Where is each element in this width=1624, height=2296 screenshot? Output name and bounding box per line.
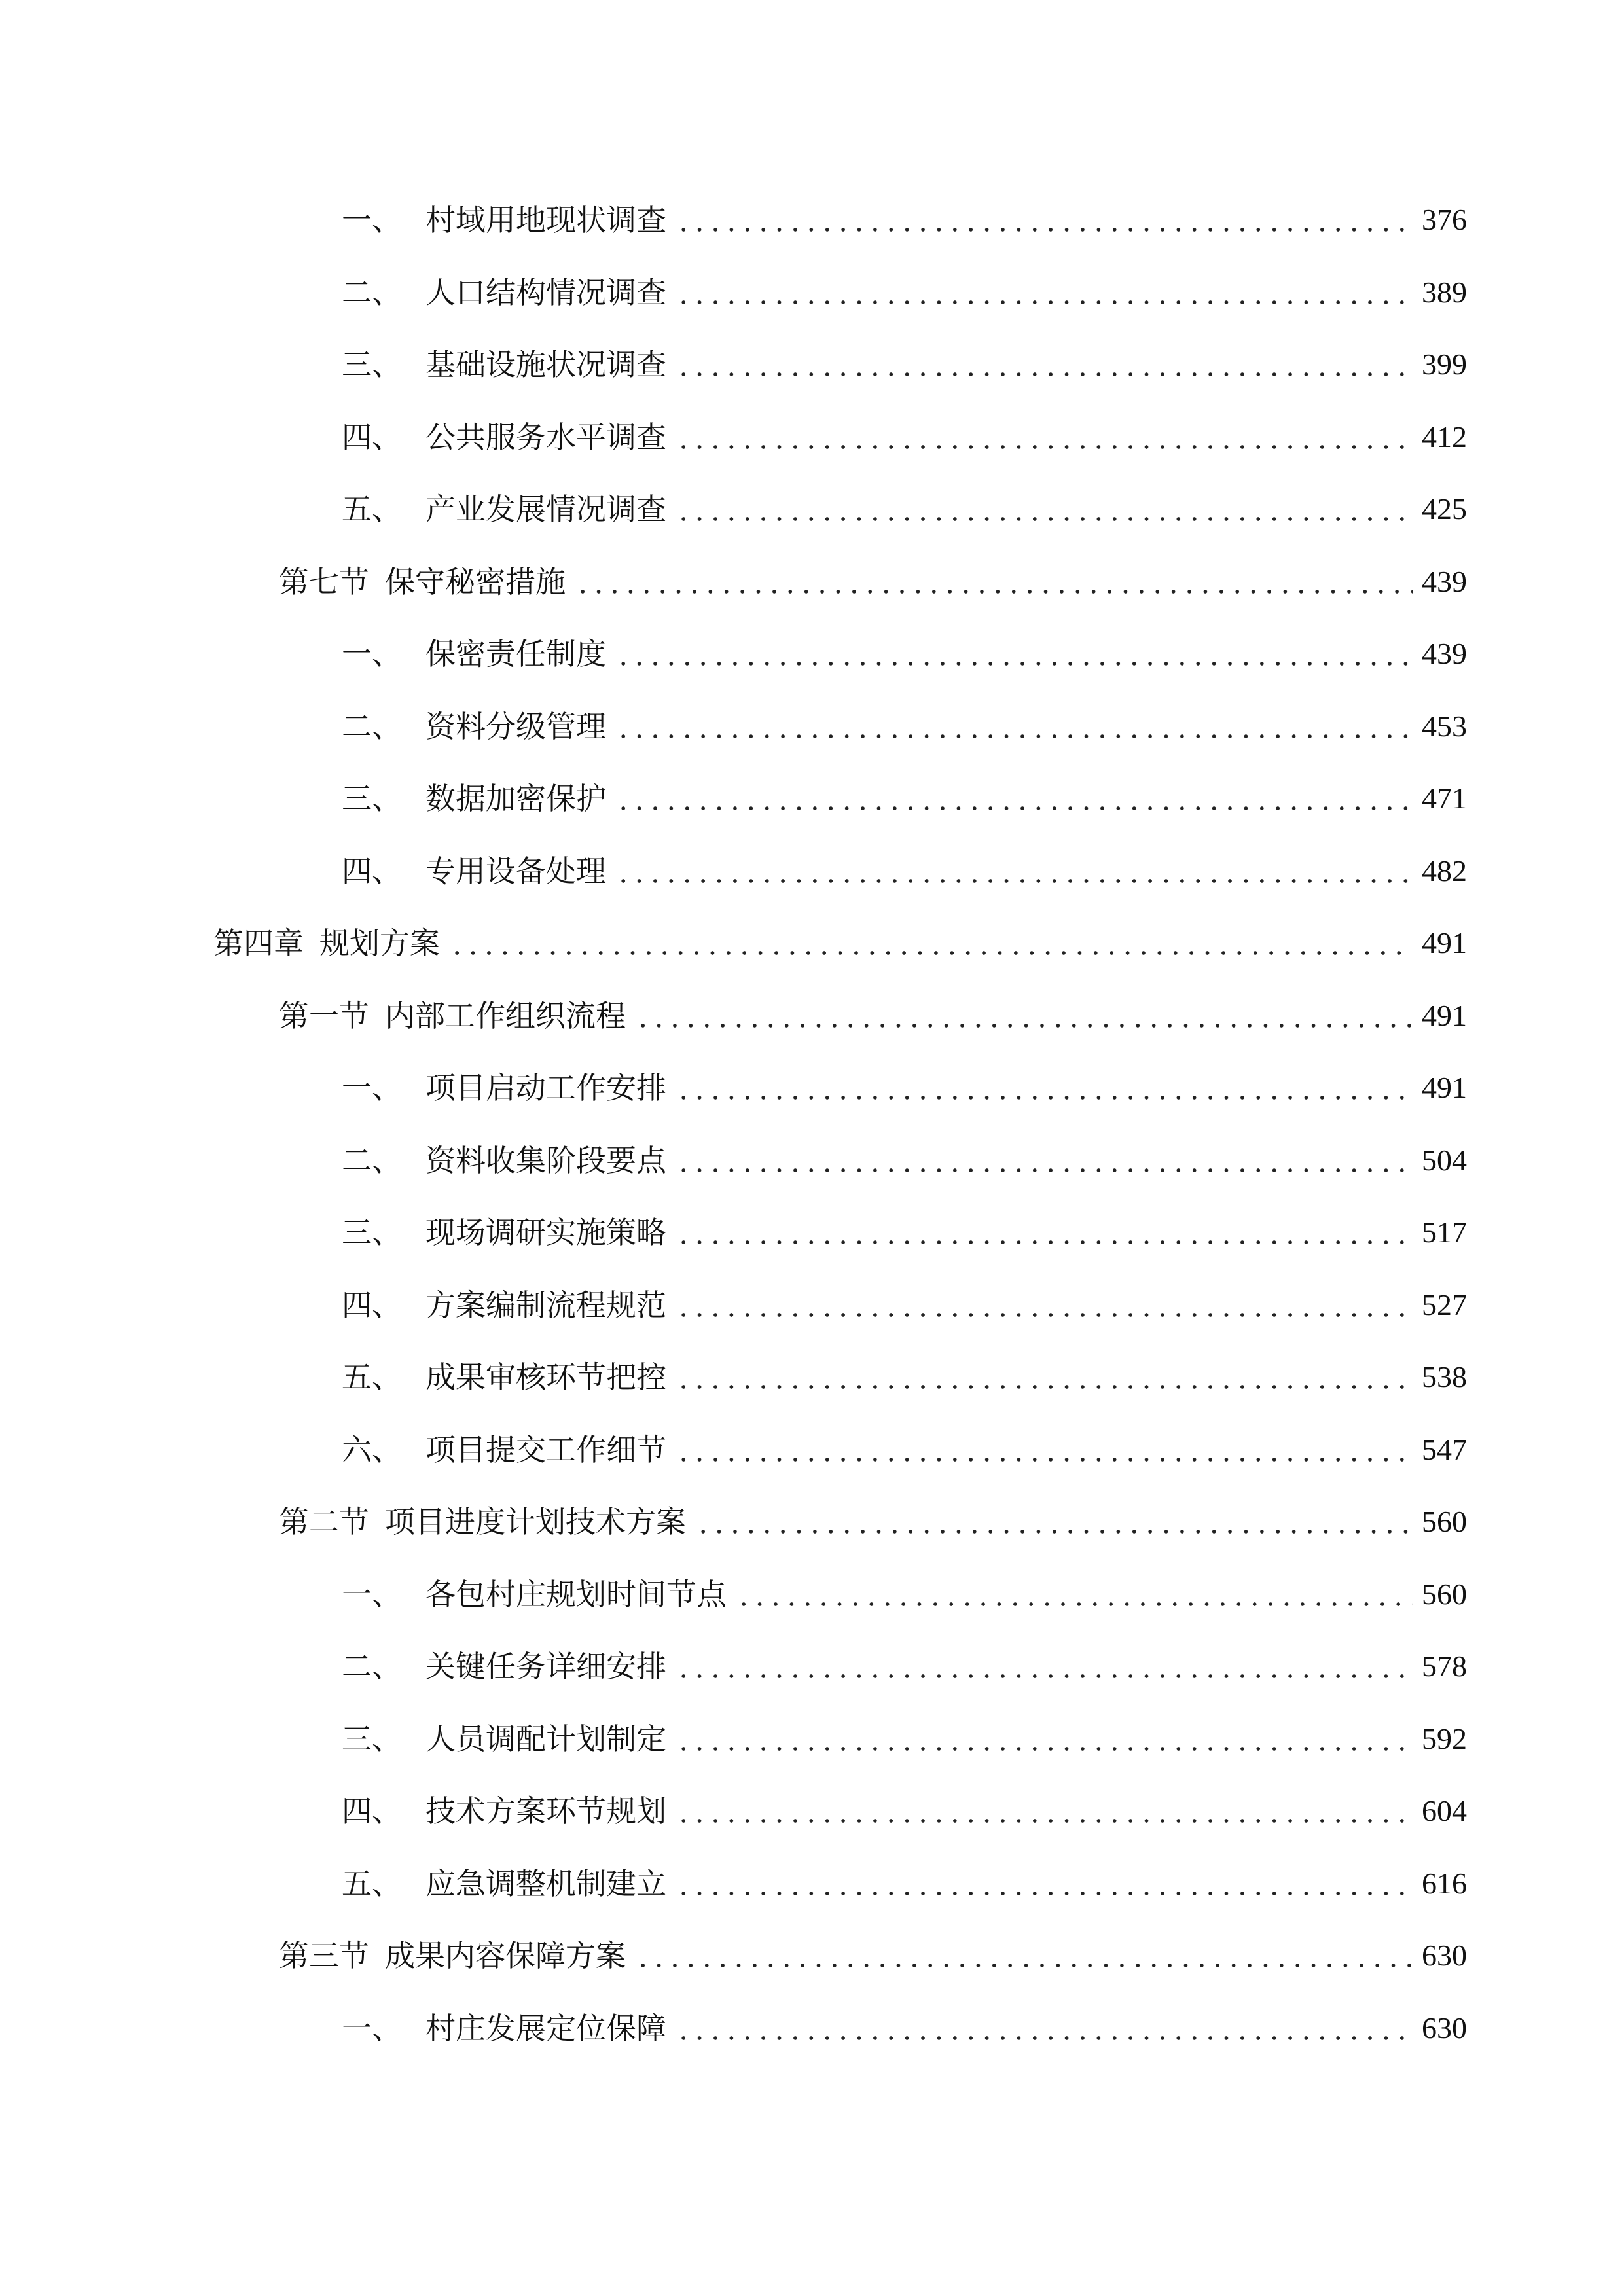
toc-entry-number: 四、 [342, 853, 402, 889]
toc-entry-number: 第四章 [213, 925, 304, 961]
toc-dot-leader [676, 338, 1413, 391]
toc-entry-page-number: 578 [1422, 1649, 1467, 1683]
toc-entry-title: 资料分级管理 [425, 708, 606, 744]
toc-entry[interactable] [279, 990, 1467, 1042]
toc-entry-page-number: 439 [1422, 564, 1467, 598]
toc-dot-leader [449, 917, 1413, 969]
toc-entry[interactable] [342, 772, 1467, 825]
toc-entry[interactable] [342, 483, 1467, 535]
toc-entry-title: 专用设备处理 [425, 853, 606, 889]
toc-entry-page-number: 471 [1422, 781, 1467, 815]
toc-entry[interactable] [342, 1062, 1467, 1114]
toc-entry-number: 一、 [342, 1070, 402, 1105]
toc-entry[interactable] [342, 1424, 1467, 1476]
toc-entry-page-number: 630 [1422, 2011, 1467, 2045]
toc-entry[interactable] [342, 1279, 1467, 1331]
toc-entry-number: 第三节 [279, 1938, 369, 1973]
toc-entry[interactable] [279, 1496, 1467, 1548]
toc-entry-page-number: 425 [1422, 492, 1467, 526]
toc-dot-leader [676, 1062, 1413, 1114]
toc-entry-page-number: 491 [1422, 1071, 1467, 1104]
toc-entry-number: 一、 [342, 202, 402, 238]
toc-entry-title: 数据加密保护 [425, 781, 606, 816]
toc-dot-leader [676, 1351, 1413, 1403]
toc-entry-title: 项目提交工作细节 [425, 1431, 666, 1467]
toc-dot-leader [676, 483, 1413, 535]
toc-entry-title: 关键任务详细安排 [425, 1649, 666, 1684]
toc-entry[interactable] [342, 1568, 1467, 1621]
toc-entry-title: 项目启动工作安排 [425, 1070, 666, 1105]
toc-entry-title: 现场调研实施策略 [425, 1215, 666, 1250]
toc-entry-number: 四、 [342, 1793, 402, 1829]
toc-entry-number: 五、 [342, 1865, 402, 1901]
toc-entry-page-number: 604 [1422, 1794, 1467, 1827]
toc-entry-number: 第二节 [279, 1504, 369, 1539]
toc-entry-number: 一、 [342, 636, 402, 672]
toc-entry[interactable] [342, 1351, 1467, 1403]
toc-entry-number: 二、 [342, 274, 402, 310]
toc-entry-title: 成果内容保障方案 [385, 1938, 626, 1973]
toc-dot-leader [676, 194, 1413, 246]
toc-entry-number: 二、 [342, 708, 402, 744]
toc-entry[interactable] [342, 194, 1467, 246]
toc-entry-number: 四、 [342, 1287, 402, 1323]
toc-entry[interactable] [342, 1206, 1467, 1259]
toc-entry-number: 四、 [342, 419, 402, 455]
toc-dot-leader [676, 1785, 1413, 1837]
toc-entry[interactable] [342, 338, 1467, 391]
toc-dot-leader [676, 2002, 1413, 2054]
toc-entry-page-number: 630 [1422, 1939, 1467, 1972]
toc-dot-leader [635, 1929, 1413, 1982]
toc-entry-page-number: 389 [1422, 275, 1467, 309]
toc-entry-number: 三、 [342, 1721, 402, 1757]
toc-entry-title: 保密责任制度 [425, 636, 606, 672]
toc-entry-page-number: 453 [1422, 709, 1467, 743]
toc-dot-leader [676, 411, 1413, 463]
toc-dot-leader [676, 1206, 1413, 1259]
toc-entry[interactable] [342, 1640, 1467, 1693]
toc-entry-number: 三、 [342, 781, 402, 816]
toc-dot-leader [676, 1424, 1413, 1476]
toc-entry-page-number: 491 [1422, 926, 1467, 960]
toc-entry-page-number: 399 [1422, 348, 1467, 381]
toc-entry-title: 各包村庄规划时间节点 [425, 1576, 727, 1612]
toc-entry-title: 技术方案环节规划 [425, 1793, 666, 1829]
toc-entry[interactable] [213, 917, 1467, 969]
toc-dot-leader [676, 1713, 1413, 1765]
toc-entry-title: 项目进度计划技术方案 [385, 1504, 686, 1539]
toc-entry[interactable] [342, 266, 1467, 319]
toc-entry-page-number: 538 [1422, 1360, 1467, 1393]
toc-entry-title: 规划方案 [319, 925, 440, 961]
toc-dot-leader [615, 772, 1413, 825]
toc-entry-title: 村域用地现状调查 [425, 202, 666, 238]
toc-dot-leader [676, 1134, 1413, 1187]
toc-entry[interactable] [279, 556, 1467, 608]
toc-entry-title: 村庄发展定位保障 [425, 2010, 666, 2046]
toc-entry-page-number: 616 [1422, 1866, 1467, 1900]
toc-entry-title: 应急调整机制建立 [425, 1865, 666, 1901]
toc-entry[interactable] [342, 845, 1467, 897]
toc-entry[interactable] [279, 1929, 1467, 1982]
toc-dot-leader [736, 1568, 1413, 1621]
toc-entry-page-number: 482 [1422, 853, 1467, 888]
toc-entry-title: 产业发展情况调查 [425, 492, 666, 527]
toc-dot-leader [695, 1496, 1413, 1548]
toc-entry-page-number: 491 [1422, 998, 1467, 1032]
toc-entry-title: 保守秘密措施 [385, 564, 566, 600]
toc-entry-page-number: 504 [1422, 1143, 1467, 1177]
toc-entry-title: 基础设施状况调查 [425, 347, 666, 382]
toc-entry-number: 五、 [342, 492, 402, 527]
toc-entry-title: 内部工作组织流程 [385, 997, 626, 1033]
toc-entry-page-number: 560 [1422, 1577, 1467, 1611]
toc-dot-leader [615, 628, 1413, 680]
toc-entry-page-number: 412 [1422, 420, 1467, 454]
toc-entry-title: 方案编制流程规范 [425, 1287, 666, 1323]
toc-entry-number: 六、 [342, 1431, 402, 1467]
toc-entry-number: 第一节 [279, 997, 369, 1033]
toc-entry-page-number: 376 [1422, 203, 1467, 236]
toc-entry-number: 五、 [342, 1359, 402, 1395]
toc-entry[interactable] [342, 2002, 1467, 2054]
toc-entry-title: 公共服务水平调查 [425, 419, 666, 455]
toc-entry-title: 成果审核环节把控 [425, 1359, 666, 1395]
toc-entry-title: 人口结构情况调查 [425, 274, 666, 310]
toc-dot-leader [676, 1640, 1413, 1693]
toc-entry-page-number: 517 [1422, 1215, 1467, 1249]
toc-entry[interactable] [342, 1785, 1467, 1837]
toc-entry-number: 二、 [342, 1142, 402, 1178]
toc-entry-number: 二、 [342, 1649, 402, 1684]
toc-entry[interactable] [342, 411, 1467, 463]
toc-entry[interactable] [342, 1134, 1467, 1187]
toc-entry[interactable] [342, 700, 1467, 753]
toc-dot-leader [615, 700, 1413, 753]
toc-entry-title: 人员调配计划制定 [425, 1721, 666, 1757]
toc-dot-leader [615, 845, 1413, 897]
toc-entry-number: 一、 [342, 1576, 402, 1612]
toc-entry-page-number: 527 [1422, 1287, 1467, 1321]
toc-entry-page-number: 439 [1422, 637, 1467, 670]
toc-entry-page-number: 592 [1422, 1721, 1467, 1755]
toc-entry-page-number: 547 [1422, 1432, 1467, 1466]
toc-entry[interactable] [342, 628, 1467, 680]
toc-entry-number: 第七节 [279, 564, 369, 600]
toc-entry-number: 三、 [342, 347, 402, 382]
toc-dot-leader [575, 556, 1413, 608]
toc-dot-leader [676, 1279, 1413, 1331]
toc-entry[interactable] [342, 1857, 1467, 1910]
toc-entry-page-number: 560 [1422, 1505, 1467, 1538]
toc-entry[interactable] [342, 1713, 1467, 1765]
toc-dot-leader [635, 990, 1413, 1042]
toc-dot-leader [676, 1857, 1413, 1910]
toc-entry-number: 三、 [342, 1215, 402, 1250]
toc-entry-number: 一、 [342, 2010, 402, 2046]
toc-entry-title: 资料收集阶段要点 [425, 1142, 666, 1178]
toc-dot-leader [676, 266, 1413, 319]
